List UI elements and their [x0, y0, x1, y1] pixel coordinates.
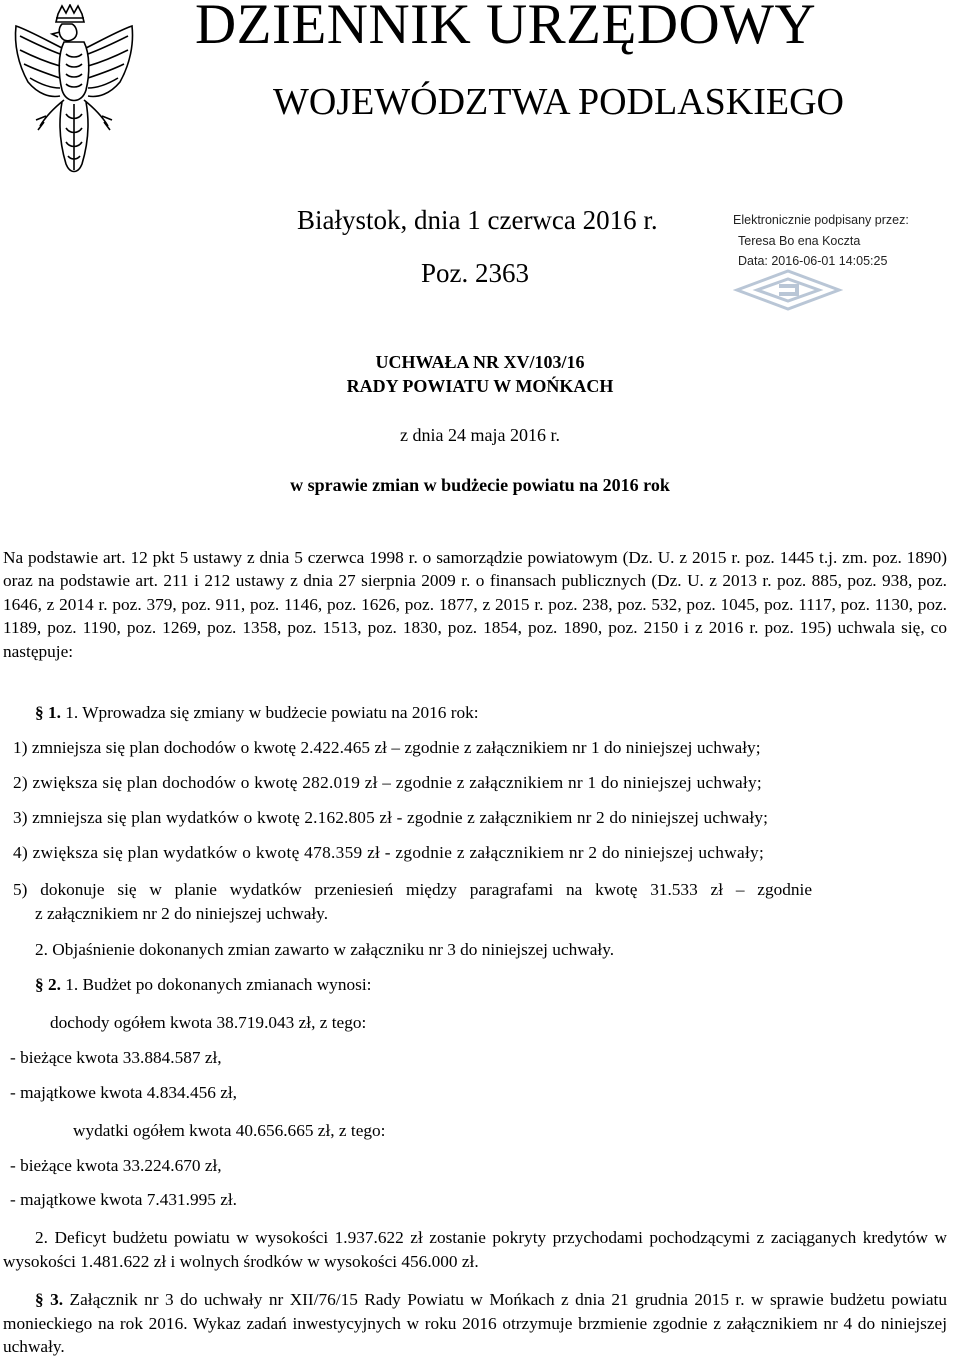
- income-capital: - majątkowe kwota 4.834.456 zł,: [10, 1083, 238, 1102]
- journal-subtitle: WOJEWÓDZTWA PODLASKIEGO: [273, 81, 844, 123]
- preamble-paragraph: Na podstawie art. 12 pkt 5 ustawy z dnia 5 czerwca 1998 r. o samorządzie powiatowym (Dz. U. z 2015 r. poz. 1445 t.j. zm. poz. 1890) oraz na podstawie art. 211 i 212 ustawy z dnia 27 sierpnia 2009 r. o finansach publicznych (Dz. U. z 2013 r. poz. 885, poz. 938, poz. 1646, z 2014 r. poz. 379, poz. 911, poz. 1146, poz. 1626, poz. 1877, z 2015 r. poz. 238, poz. 532, poz. 1045, poz. 1117, poz. 1130, poz. 1189, poz. 1190, poz. 1269, poz. 1358, poz. 1513, poz. 1830, poz. 1854, poz. 1890, poz. 2150 i z 2016 r. poz. 195) uchwala się, co następuje:: [3, 548, 947, 661]
- act-date: z dnia 24 maja 2016 r.: [400, 425, 560, 445]
- list-item: 2) zwiększa się plan dochodów o kwotę 282.019 zł – zgodnie z załącznikiem nr 1 do niniejszej uchwały;: [13, 773, 762, 792]
- signature-date: Data: 2016-06-01 14:05:25: [738, 254, 888, 268]
- paragraph-2-mark: § 2.: [35, 975, 61, 994]
- position-number: Poz. 2363: [421, 258, 529, 288]
- act-number: UCHWAŁA NR XV/103/16: [375, 352, 585, 372]
- paragraph-2-intro: 1. Budżet po dokonanych zmianach wynosi:: [60, 975, 372, 994]
- paragraph-1-intro: 1. Wprowadza się zmiany w budżecie powiatu na 2016 rok:: [60, 703, 479, 722]
- paragraph-1-point-2: 2. Objaśnienie dokonanych zmian zawarto w załączniku nr 3 do niniejszej uchwały.: [35, 940, 615, 959]
- paragraph-3: [3, 1288, 947, 1359]
- journal-title: DZIENNIK URZĘDOWY: [195, 0, 817, 56]
- paragraph-2-point-2: 2. Deficyt budżetu powiatu w wysokości 1.937.622 zł zostanie pokryty przychodami pochodzącymi z zaciąganych kredytów w wysokości 1.481.622 zł i wolnych środków w wysokości 456.000 zł.: [3, 1228, 947, 1271]
- signature-label: Elektronicznie podpisany przez:: [733, 213, 909, 227]
- expense-current: - bieżące kwota 33.224.670 zł,: [10, 1156, 222, 1175]
- expense-total: wydatki ogółem kwota 40.656.665 zł, z tego:: [73, 1121, 386, 1140]
- income-current: - bieżące kwota 33.884.587 zł,: [10, 1048, 222, 1067]
- list-item: 5) dokonuje się w planie wydatków przeniesień między paragrafami na kwotę 31.533 zł – zgodnie: [13, 880, 812, 899]
- income-total: dochody ogółem kwota 38.719.043 zł, z tego:: [50, 1013, 367, 1032]
- act-authority: RADY POWIATU W MOŃKACH: [346, 376, 614, 396]
- paragraph-3-mark: § 3.: [35, 1290, 64, 1309]
- act-subject: w sprawie zmian w budżecie powiatu na 2016 rok: [290, 475, 670, 495]
- list-item: 1) zmniejsza się plan dochodów o kwotę 2.422.465 zł – zgodnie z załącznikiem nr 1 do niniejszej uchwały;: [13, 738, 761, 757]
- list-item: 4) zwiększa się plan wydatków o kwotę 478.359 zł - zgodnie z załącznikiem nr 2 do niniejszej uchwały;: [13, 843, 765, 862]
- expense-capital: - majątkowe kwota 7.431.995 zł.: [10, 1190, 238, 1209]
- signature-seal-icon: [733, 268, 843, 313]
- signer-name: Teresa Bo ena Koczta: [738, 234, 861, 248]
- electronic-signature: [733, 213, 953, 313]
- eagle-emblem-icon: [6, 4, 142, 176]
- paragraph-1-heading: [35, 703, 479, 723]
- paragraph-3-text: Załącznik nr 3 do uchwały nr XII/76/15 Rady Powiatu w Mońkach z dnia 21 grudnia 2015 r. w sprawie budżetu powiatu monieckiego na rok 2016. Wykaz zadań inwestycyjnych w roku 2016 otrzymuje brzmienie zgodnie z załącznikiem nr 4 do niniejszej uchwały.: [3, 1290, 947, 1356]
- act-title: [0, 350, 960, 398]
- paragraph-2-heading: [35, 975, 371, 995]
- list-item: 3) zmniejsza się plan wydatków o kwotę 2.162.805 zł - zgodnie z załącznikiem nr 2 do niniejszej uchwały;: [13, 808, 769, 827]
- list-item-continuation: z załącznikiem nr 2 do niniejszej uchwały.: [35, 904, 329, 923]
- paragraph-1-mark: § 1.: [35, 703, 61, 722]
- publication-date: Białystok, dnia 1 czerwca 2016 r.: [297, 205, 658, 235]
